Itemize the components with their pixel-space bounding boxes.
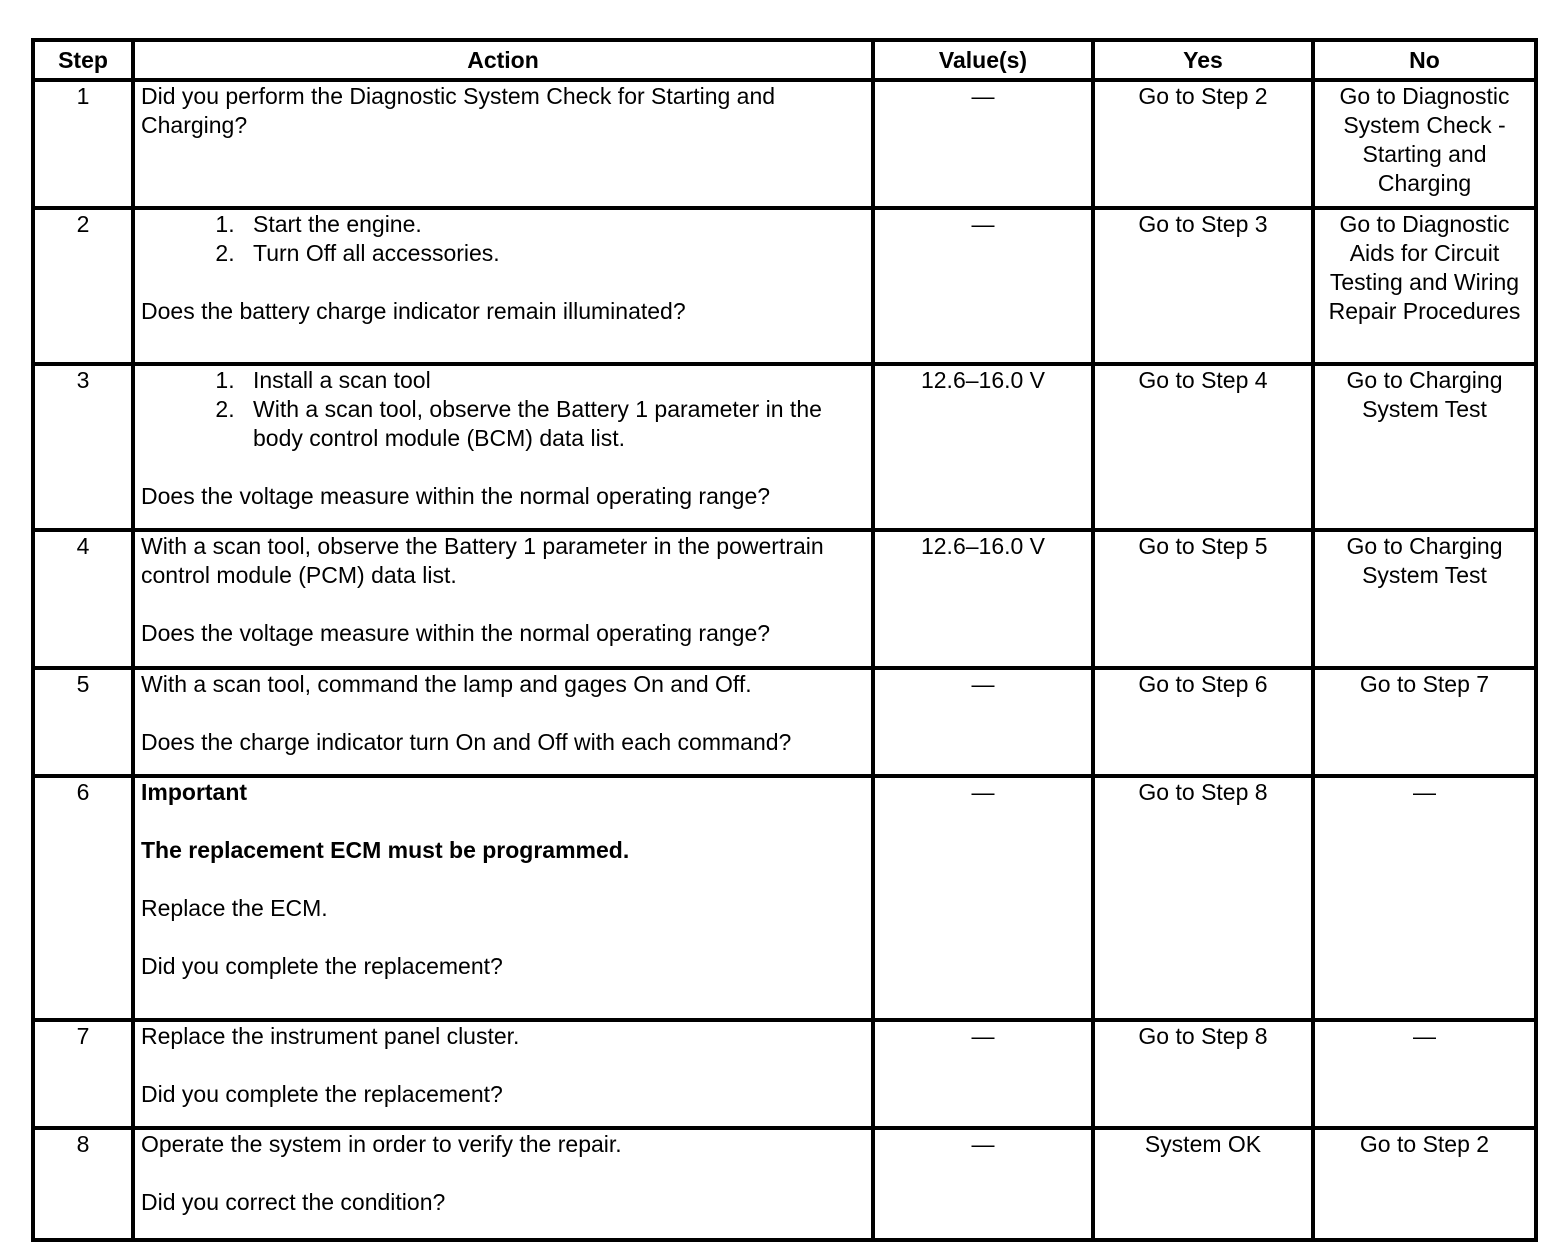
yes-cell: Go to Step 2 <box>1093 80 1313 208</box>
action-step: 2. With a scan tool, observe the Battery 1 parameter in the body control module (BCM) data list. <box>241 395 865 453</box>
no-cell: — <box>1313 776 1536 1020</box>
table-row <box>33 776 1536 1020</box>
action-question: Did you correct the condition? <box>141 1189 446 1215</box>
value-cell: — <box>873 208 1093 364</box>
value-cell: — <box>873 1128 1093 1240</box>
yes-cell: Go to Step 5 <box>1093 530 1313 668</box>
no-cell: Go to Charging System Test <box>1313 364 1536 530</box>
action-cell <box>133 530 873 668</box>
header-values: Value(s) <box>873 40 1093 80</box>
table-row <box>33 530 1536 668</box>
no-cell: Go to Diagnostic Aids for Circuit Testing and Wiring Repair Procedures <box>1313 208 1536 364</box>
step-number: 2 <box>33 208 133 364</box>
action-instruction: With a scan tool, observe the Battery 1 parameter in the powertrain control module (PCM) data list. <box>141 533 824 588</box>
step-number: 1 <box>33 80 133 208</box>
value-cell: — <box>873 776 1093 1020</box>
action-instruction: Operate the system in order to verify the repair. <box>141 1131 622 1157</box>
action-question: Does the battery charge indicator remain illuminated? <box>141 298 686 324</box>
table-row <box>33 364 1536 530</box>
no-cell: Go to Step 2 <box>1313 1128 1536 1240</box>
action-steps <box>141 210 865 268</box>
spacer <box>141 268 865 297</box>
action-step: 1. Install a scan tool <box>241 366 865 395</box>
spacer <box>141 923 865 952</box>
step-number: 4 <box>33 530 133 668</box>
no-cell: Go to Diagnostic System Check - Starting and Charging <box>1313 80 1536 208</box>
value-cell: — <box>873 80 1093 208</box>
action-question: Did you complete the replacement? <box>141 1081 503 1107</box>
action-cell <box>133 1128 873 1240</box>
header-yes: Yes <box>1093 40 1313 80</box>
yes-cell: Go to Step 8 <box>1093 1020 1313 1128</box>
spacer <box>141 699 865 728</box>
action-cell <box>133 1020 873 1128</box>
table-row <box>33 668 1536 776</box>
spacer <box>141 807 865 836</box>
action-cell <box>133 208 873 364</box>
spacer <box>141 590 865 619</box>
header-step: Step <box>33 40 133 80</box>
no-cell: Go to Charging System Test <box>1313 530 1536 668</box>
yes-cell: Go to Step 6 <box>1093 668 1313 776</box>
value-cell: — <box>873 668 1093 776</box>
value-cell: 12.6–16.0 V <box>873 364 1093 530</box>
header-row <box>33 40 1536 80</box>
no-cell: Go to Step 7 <box>1313 668 1536 776</box>
action-question: Does the charge indicator turn On and Off with each command? <box>141 729 792 755</box>
spacer <box>141 1051 865 1080</box>
action-question: Does the voltage measure within the normal operating range? <box>141 483 771 509</box>
yes-cell: Go to Step 3 <box>1093 208 1313 364</box>
step-number: 7 <box>33 1020 133 1128</box>
action-step: 1. Start the engine. <box>241 210 865 239</box>
action-question: Does the voltage measure within the normal operating range? <box>141 620 771 646</box>
action-question: Did you perform the Diagnostic System Check for Starting and Charging? <box>141 83 776 138</box>
table-row <box>33 1020 1536 1128</box>
action-instruction: Replace the instrument panel cluster. <box>141 1023 520 1049</box>
spacer <box>141 453 865 482</box>
action-cell <box>133 668 873 776</box>
yes-cell: System OK <box>1093 1128 1313 1240</box>
action-question: Did you complete the replacement? <box>141 953 503 979</box>
value-cell: — <box>873 1020 1093 1128</box>
value-cell: 12.6–16.0 V <box>873 530 1093 668</box>
header-action: Action <box>133 40 873 80</box>
step-number: 5 <box>33 668 133 776</box>
step-number: 6 <box>33 776 133 1020</box>
step-number: 3 <box>33 364 133 530</box>
table-row <box>33 208 1536 364</box>
action-steps <box>141 366 865 453</box>
important-note: The replacement ECM must be programmed. <box>141 837 630 863</box>
step-number: 8 <box>33 1128 133 1240</box>
yes-cell: Go to Step 4 <box>1093 364 1313 530</box>
spacer <box>141 865 865 894</box>
diagnostic-table <box>31 38 1538 1242</box>
table-row <box>33 1128 1536 1240</box>
action-cell <box>133 80 873 208</box>
action-instruction: Replace the ECM. <box>141 895 328 921</box>
table-row <box>33 80 1536 208</box>
action-cell <box>133 364 873 530</box>
yes-cell: Go to Step 8 <box>1093 776 1313 1020</box>
important-label: Important <box>141 779 248 805</box>
header-no: No <box>1313 40 1536 80</box>
action-step: 2. Turn Off all accessories. <box>241 239 865 268</box>
action-cell <box>133 776 873 1020</box>
action-instruction: With a scan tool, command the lamp and gages On and Off. <box>141 671 752 697</box>
no-cell: — <box>1313 1020 1536 1128</box>
spacer <box>141 1159 865 1188</box>
